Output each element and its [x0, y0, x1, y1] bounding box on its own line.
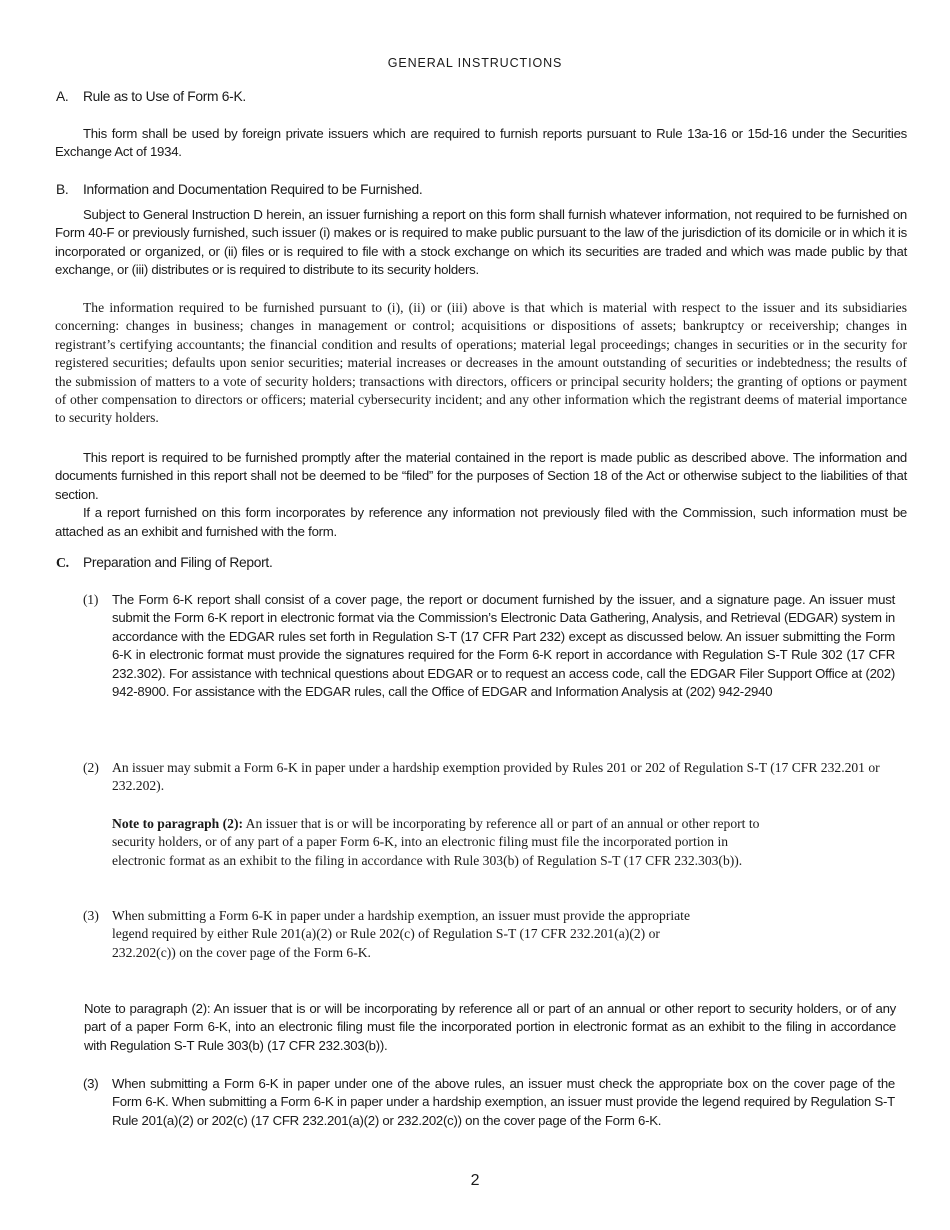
- page-title: GENERAL INSTRUCTIONS: [387, 56, 563, 70]
- item-text: The Form 6-K report shall consist of a cover page, the report or document furnished by the issuer, and a signature page. An issuer must submit the Form 6-K report in electronic format via the Commission’s Electronic Data Gathering, Analysis, and Retrieval (EDGAR) system in accordance with the EDGAR rules set forth in Regulation S-T (17 CFR Part 232) except as discussed below. An issuer submitting the Form 6-K in electronic format must provide the signatures required for the Form 6-K report in accordance with Regulation S-T Rule 302 (17 CFR 232.302). For assistance with technical questions about EDGAR or to request an access code, call the EDGAR Filer Support Office at (202) 942-8900. For assistance with the EDGAR rules, call the Office of EDGAR and Information Analysis at (202) 942-2940: [112, 592, 895, 700]
- item-number: (1): [83, 592, 99, 607]
- section-b-paragraph: Subject to General Instruction D herein, an issuer furnishing a report on this form shall furnish whatever information, not required to be furnished on Form 40-F or previously furnished, such issuer (i) makes or is required to make public pursuant to the law of the jurisdiction of its domicile or in which it is incorporated or organized, or (ii) files or is required to file with a stock exchange on which its securities are traded and which was made public by that exchange, or (iii) distributes or is required to distribute to its security holders.: [55, 207, 907, 278]
- section-c-item-1: [83, 591, 895, 701]
- section-c-mark: C.: [56, 555, 69, 570]
- section-c-item-2-note: [83, 815, 773, 870]
- item-text: When submitting a Form 6-K in paper under one of the above rules, an issuer must check the appropriate box on the cover page of the Form 6-K. When submitting a Form 6-K in paper under a hardship exemption, an issuer must provide the legend required by Regulation S-T Rule 201(a)(2) or 202(c) (17 CFR 232.201(a)(2) or 232.202(c)) on the cover page of the Form 6-K.: [112, 1076, 895, 1128]
- section-b-body-3: [55, 449, 907, 541]
- item-number: (3): [83, 908, 99, 923]
- section-b-paragraph: This report is required to be furnished promptly after the material contained in the report is made public as described above. The information and documents furnished in this report shall not be deemed to be “filed” for the purposes of Section 18 of the Act or otherwise subject to the liabilities of that section.: [55, 450, 907, 502]
- item-text: An issuer may submit a Form 6-K in paper under a hardship exemption provided by Rules 201 or 202 of Regulation S-T (17 CFR 232.201 or 232.202).: [112, 760, 880, 794]
- section-c-title: Preparation and Filing of Report.: [83, 555, 273, 570]
- section-b-heading: [56, 181, 422, 199]
- page-number: 2: [470, 1172, 480, 1189]
- section-a-heading: [56, 88, 246, 106]
- section-b-paragraph: If a report furnished on this form incorporates by reference any information not previously filed with the Commission, such information must be attached as an exhibit and furnished with the form.: [55, 505, 907, 539]
- section-b-paragraph: The information required to be furnished pursuant to (i), (ii) or (iii) above is that which is material with respect to the issuer and its subsidiaries concerning: changes in business; changes in management or control; acquisitions or dispositions of assets; bankruptcy or receivership; changes in registrant’s certifying accountants; the financial condition and results of operations; material legal proceedings; changes in securities or in the security for registered securities; defaults upon senior securities; material increases or decreases in the amount outstanding of securities or indebtedness; the results of the submission of matters to a vote of security holders; transactions with directors, officers or principal security holders; the granting of options or payment of other compensation to directors or officers; material cybersecurity incident; and any other information which the registrant deems of material importance to security holders.: [55, 300, 907, 426]
- legacy-note-paragraph: [84, 1000, 896, 1055]
- section-c-item-2: [83, 759, 895, 796]
- note-label: Note to paragraph (2):: [112, 816, 244, 831]
- section-c-heading: [56, 554, 273, 572]
- section-b-body-2: [55, 299, 907, 428]
- section-a-mark: A.: [56, 89, 69, 104]
- item-number: (2): [83, 760, 99, 775]
- section-c-item-3: [83, 907, 723, 962]
- legacy-item-3: [83, 1075, 895, 1130]
- legacy-note-text: Note to paragraph (2): An issuer that is or will be incorporating by reference all or part of an annual or other report to security holders, or of any part of a paper Form 6-K, into an electronic filing must file the incorporated portion in electronic format as an exhibit to the filing in accordance with Regulation S-T Rule 303(b) (17 CFR 232.303(b)).: [84, 1001, 896, 1053]
- item-text: When submitting a Form 6-K in paper under a hardship exemption, an issuer must provide the appropriate legend required by either Rule 201(a)(2) or Rule 202(c) of Regulation S-T (17 CFR 232.201(a)(2) or 232.202(c)) on the cover page of the Form 6-K.: [112, 908, 690, 960]
- section-b-title: Information and Documentation Required to be Furnished.: [83, 182, 423, 197]
- item-number: (3): [83, 1076, 99, 1091]
- note-text: An issuer that is or will be incorporating by reference all or part of an annual or other report to security holders, or of any part of a paper Form 6-K, into an electronic filing must file the incorporated portion in electronic format as an exhibit to the filing in accordance with Rule 303(b) of Regulation S-T (17 CFR 232.303(b)).: [112, 816, 760, 868]
- section-a-title: Rule as to Use of Form 6-K.: [83, 89, 246, 104]
- section-b-mark: B.: [56, 182, 69, 197]
- section-b-body-1: [55, 206, 907, 280]
- section-a-body: [55, 125, 907, 162]
- section-a-paragraph: This form shall be used by foreign private issuers which are required to furnish reports pursuant to Rule 13a-16 or 15d-16 under the Securities Exchange Act of 1934.: [55, 126, 907, 160]
